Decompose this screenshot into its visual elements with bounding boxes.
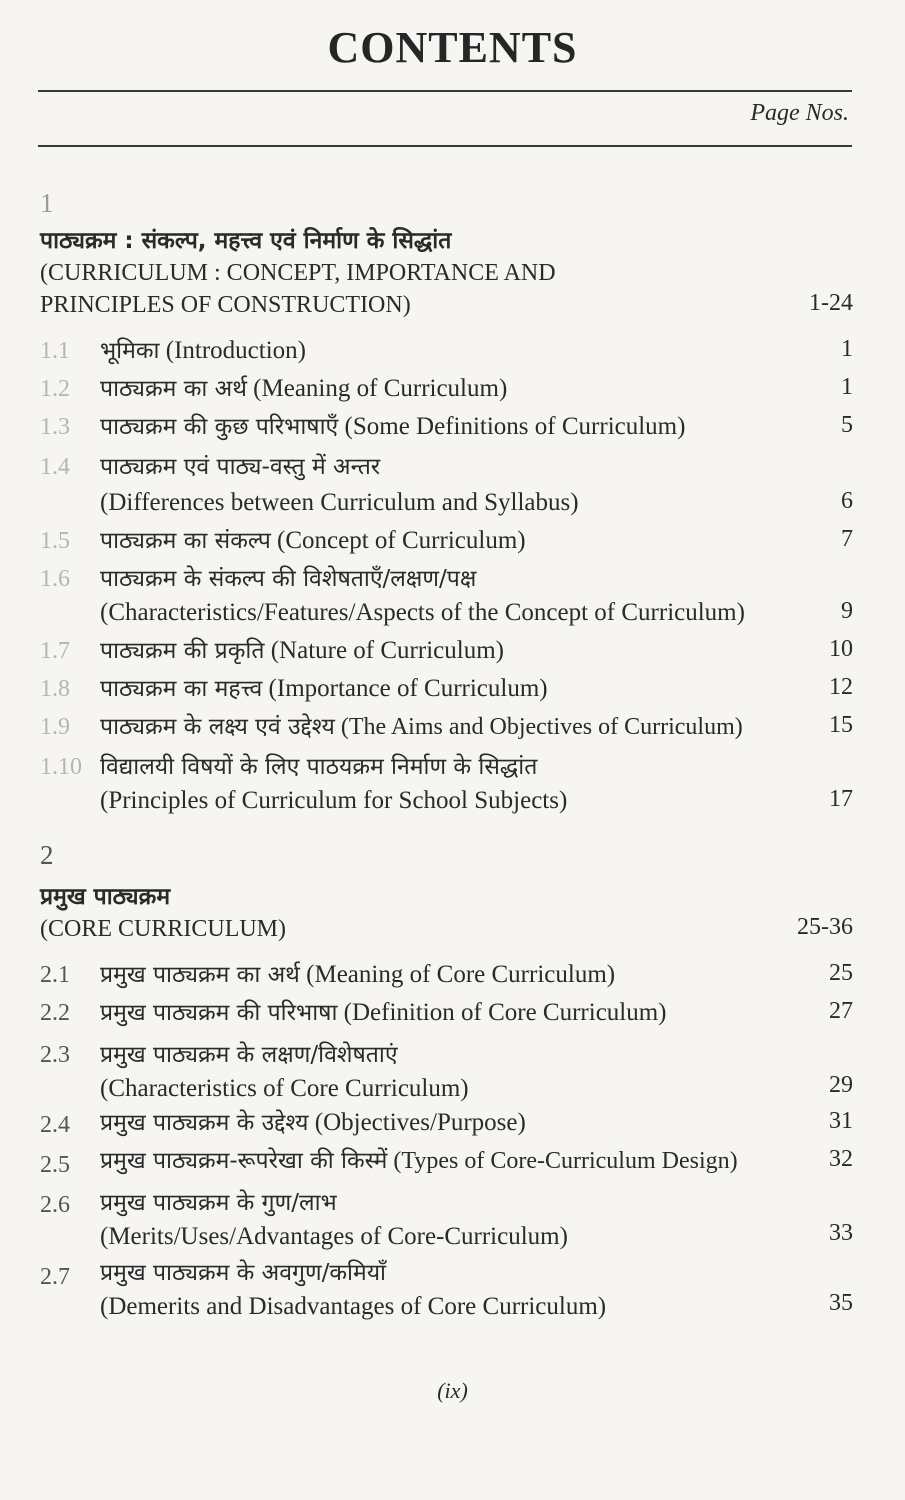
section-english-title: (Meaning of Curriculum): [253, 375, 508, 402]
section-number: 1.10: [40, 754, 82, 780]
section-english-title: (Types of Core-Curriculum Design): [393, 1148, 738, 1174]
section-number: 2.5: [40, 1152, 70, 1178]
section-hindi-title: प्रमुख पाठ्यक्रम का अर्थ: [100, 962, 300, 988]
section-page: 1: [841, 374, 853, 400]
toc-entry: [100, 998, 667, 1028]
section-hindi-title: पाठ्यक्रम की प्रकृति: [100, 638, 265, 664]
toc-entry: [100, 1146, 738, 1176]
section-english-title: (Introduction): [165, 337, 306, 364]
section-hindi-title: प्रमुख पाठ्यक्रम-रूपरेखा की किस्में: [100, 1148, 388, 1174]
section-number: 2.3: [40, 1042, 70, 1068]
chapter-page-range: 25-36: [797, 914, 853, 940]
section-english-title: (Characteristics of Core Curriculum): [100, 1075, 469, 1102]
top-rule: [38, 90, 852, 92]
section-english-title: (Some Definitions of Curriculum): [344, 413, 686, 440]
section-english-title: (Definition of Core Curriculum): [343, 999, 667, 1026]
section-hindi-title: प्रमुख पाठ्यक्रम के गुण/लाभ: [100, 1190, 337, 1216]
chapter-hindi-title: पाठ्यक्रम : संकल्प, महत्त्व एवं निर्माण के सिद्धांत: [40, 228, 452, 254]
section-hindi-title: पाठ्यक्रम का संकल्प: [100, 528, 271, 554]
section-english-title: (Demerits and Disadvantages of Core Curriculum): [100, 1293, 607, 1320]
section-english-title: (Objectives/Purpose): [314, 1109, 526, 1136]
chapter-number: 1: [40, 188, 54, 218]
section-english-title: (Principles of Curriculum for School Subjects): [100, 787, 568, 814]
section-english-title: (Merits/Uses/Advantages of Core-Curriculum): [100, 1223, 568, 1250]
section-number: 2.7: [40, 1264, 70, 1290]
section-page: 7: [841, 526, 853, 552]
section-hindi-title: पाठ्यक्रम एवं पाठ्य-वस्तु में अन्तर: [100, 454, 381, 480]
section-page: 31: [829, 1108, 853, 1134]
toc-entry: [100, 636, 504, 666]
section-number: 1.3: [40, 414, 70, 440]
section-page: 27: [829, 998, 853, 1024]
section-page: 33: [829, 1220, 853, 1246]
section-page: 6: [841, 488, 853, 514]
section-hindi-title: प्रमुख पाठ्यक्रम की परिभाषा: [100, 1000, 338, 1026]
section-hindi-title: पाठ्यक्रम की कुछ परिभाषाएँ: [100, 414, 339, 440]
section-number: 2.6: [40, 1192, 70, 1218]
section-number: 2.4: [40, 1112, 70, 1138]
page-nos-label: Page Nos.: [750, 100, 849, 126]
section-hindi-title: पाठ्यक्रम का अर्थ: [100, 376, 247, 402]
section-page: 5: [841, 412, 853, 438]
section-number: 1.6: [40, 566, 70, 592]
section-number: 1.4: [40, 454, 70, 480]
section-number: 1.7: [40, 638, 70, 664]
chapter-hindi-title: प्रमुख पाठ्यक्रम: [40, 884, 171, 910]
page-footer-number: (ix): [437, 1378, 468, 1403]
page-title: CONTENTS: [327, 23, 578, 72]
section-number: 1.9: [40, 714, 70, 740]
section-page: 32: [829, 1146, 853, 1172]
section-page: 29: [829, 1072, 853, 1098]
toc-entry: [100, 1108, 526, 1138]
section-number: 2.2: [40, 1000, 70, 1026]
chapter-english-title-line1: (CORE CURRICULUM): [40, 916, 287, 942]
chapter-english-title-line1: (CURRICULUM : CONCEPT, IMPORTANCE AND: [40, 260, 556, 286]
section-hindi-title: प्रमुख पाठ्यक्रम के उद्देश्य: [100, 1110, 309, 1136]
section-page: 17: [829, 786, 853, 812]
section-page: 1: [841, 336, 853, 362]
section-number: 1.1: [40, 338, 70, 364]
section-english-title: (Characteristics/Features/Aspects of the Concept of Curriculum): [100, 599, 745, 626]
section-hindi-title: प्रमुख पाठ्यक्रम के अवगुण/कमियाँ: [100, 1260, 387, 1286]
section-hindi-title: भूमिका: [100, 338, 160, 364]
section-english-title: (The Aims and Objectives of Curriculum): [340, 714, 743, 740]
section-hindi-title: पाठ्यक्रम का महत्त्व: [100, 676, 263, 702]
section-hindi-title: प्रमुख पाठ्यक्रम के लक्षण/विशेषताएं: [100, 1042, 398, 1068]
toc-entry: [100, 336, 306, 366]
section-number: 1.2: [40, 376, 70, 402]
toc-entry: [100, 674, 548, 704]
section-page: 9: [841, 598, 853, 624]
toc-entry: [100, 374, 507, 404]
section-hindi-title: पाठ्यक्रम के लक्ष्य एवं उद्देश्य: [100, 714, 335, 740]
section-english-title: (Meaning of Core Curriculum): [306, 961, 616, 988]
chapter-number: 2: [40, 840, 54, 870]
section-page: 15: [829, 712, 853, 738]
chapter-page-range: 1-24: [809, 290, 853, 316]
section-number: 1.5: [40, 528, 70, 554]
section-english-title: (Importance of Curriculum): [268, 675, 548, 702]
toc-entry: [100, 526, 526, 556]
chapter-english-title-line2: PRINCIPLES OF CONSTRUCTION): [40, 292, 411, 318]
section-number: 1.8: [40, 676, 70, 702]
toc-entry: [100, 412, 685, 442]
section-hindi-title: विद्यालयी विषयों के लिए पाठयक्रम निर्माण के सिद्धांत: [100, 754, 538, 780]
second-rule: [38, 145, 852, 147]
toc-entry: [100, 960, 615, 990]
toc-entry: [100, 712, 743, 742]
section-english-title: (Differences between Curriculum and Syllabus): [100, 489, 579, 516]
section-page: 12: [829, 674, 853, 700]
section-english-title: (Nature of Curriculum): [270, 637, 504, 664]
section-number: 2.1: [40, 962, 70, 988]
section-page: 10: [829, 636, 853, 662]
section-english-title: (Concept of Curriculum): [277, 527, 526, 554]
section-hindi-title: पाठ्यक्रम के संकल्प की विशेषताएँ/लक्षण/पक्ष: [100, 566, 477, 592]
section-page: 35: [829, 1290, 853, 1316]
section-page: 25: [829, 960, 853, 986]
